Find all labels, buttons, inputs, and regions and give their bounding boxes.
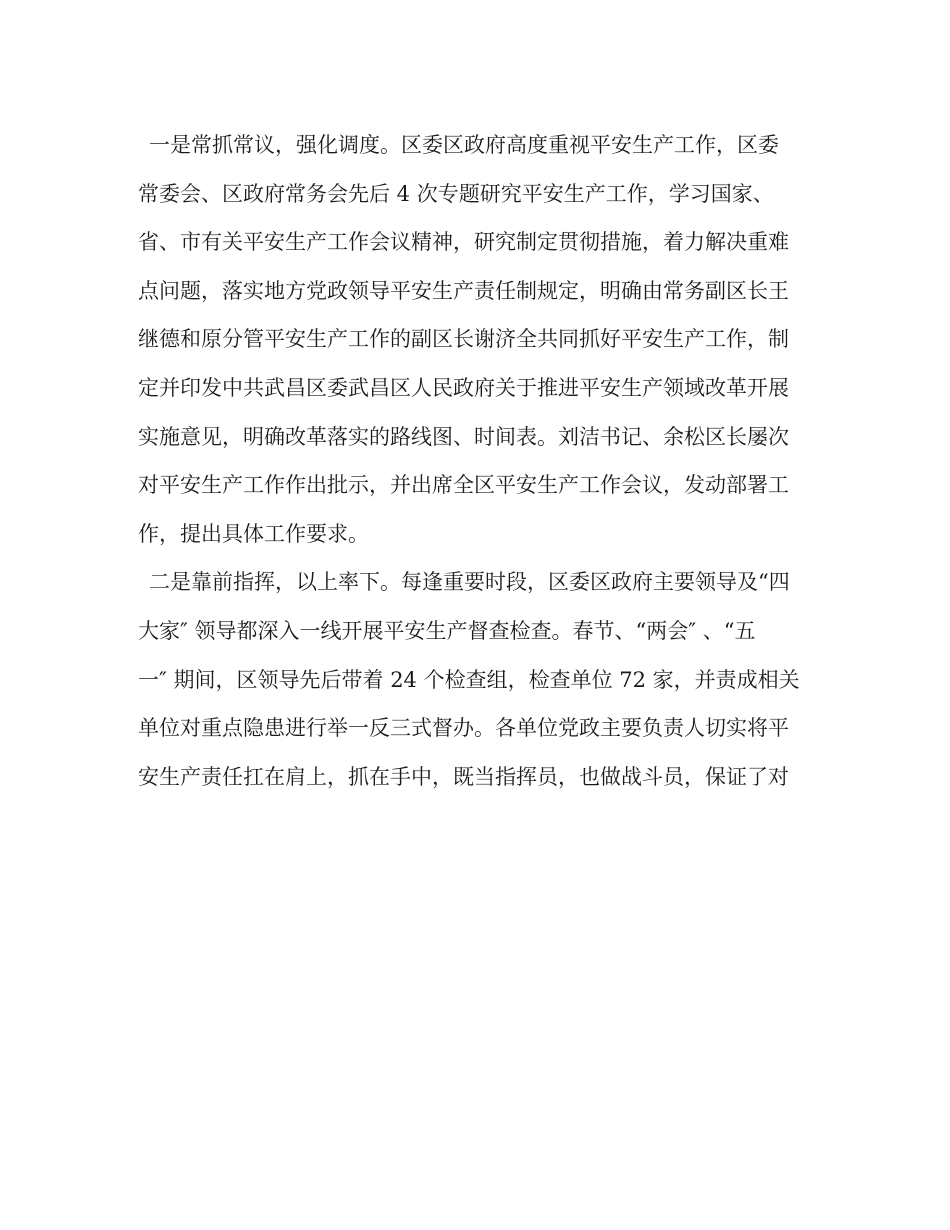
text-line: 二是靠前指挥，以上率下。每逢重要时段，区委区政府主要领导及“四 (149, 570, 790, 595)
document-body (138, 121, 818, 801)
text-line: 定并印发中共武昌区委武昌区人民政府关于推进平安生产领域改革开展 (138, 375, 789, 400)
paragraph-1 (138, 121, 818, 558)
text-line: 一″ 期间，区领导先后带着 24 个检查组，检查单位 72 家，并责成相关 (138, 667, 800, 692)
text-line: 常委会、区政府常务会先后 4 次专题研究平安生产工作，学习国家、 (138, 181, 774, 206)
text-line: 一是常抓常议，强化调度。区委区政府高度重视平安生产工作，区委 (149, 133, 779, 157)
text-line: 实施意见，明确改革落实的路线图、时间表。刘洁书记、余松区长屡次 (138, 424, 789, 449)
text-line: 继德和原分管平安生产工作的副区长谢济全共同抓好平安生产工作，制 (138, 327, 789, 352)
text-line: 作，提出具体工作要求。 (138, 521, 369, 546)
text-line: 单位对重点隐患进行举一反三式督办。各单位党政主要负责人切实将平 (138, 716, 789, 741)
text-line: 点问题，落实地方党政领导平安生产责任制规定，明确由常务副区长王 (138, 278, 789, 303)
text-line: 安生产责任扛在肩上，抓在手中，既当指挥员，也做战斗员，保证了对 (138, 764, 789, 789)
text-line: 对平安生产工作作出批示，并出席全区平安生产工作会议，发动部署工 (138, 473, 789, 498)
text-line: 大家″ 领导都深入一线开展平安生产督查检查。春节、“两会″ 、“五 (138, 618, 756, 643)
paragraph-2 (138, 558, 818, 801)
text-line: 省、市有关平安生产工作会议精神，研究制定贯彻措施，着力解决重难 (138, 230, 789, 255)
